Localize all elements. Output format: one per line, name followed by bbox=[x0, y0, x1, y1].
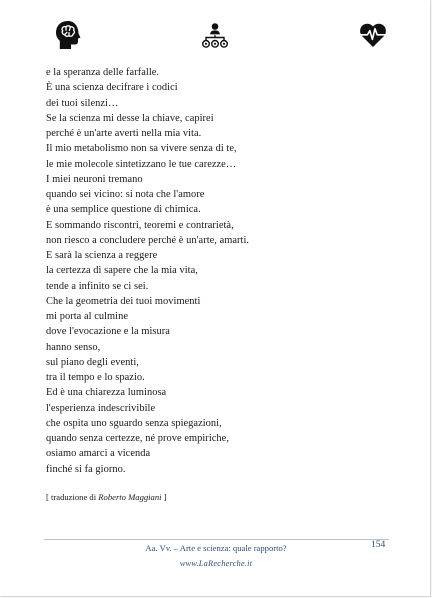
translator-name: Roberto Maggiani bbox=[98, 492, 162, 502]
poem-line: che ospita uno sguardo senza spiegazioni, bbox=[46, 417, 222, 429]
footer-book-title: Aa. Vv. – Arte e scienza: quale rapporto? bbox=[145, 543, 287, 553]
poem-line: Se la scienza mi desse la chiave, capirei bbox=[46, 112, 214, 124]
page-number: 154 bbox=[371, 540, 386, 550]
poem-line: E sarà la scienza a reggere bbox=[46, 250, 158, 261]
poem-line: dove l'evocazione e la misura bbox=[46, 326, 170, 338]
poem-line: la certezza di sapere che la mia vita, bbox=[46, 265, 198, 277]
poem-line: quando sei vicino: si nota che l'amore bbox=[46, 189, 205, 200]
poem-line: dei tuoi silenzi… bbox=[46, 97, 119, 109]
poem-line: tra il tempo e lo spazio. bbox=[46, 372, 145, 383]
poem-line: perché è un'arte averti nella mia vita. bbox=[46, 128, 202, 139]
brain-head-icon bbox=[54, 20, 82, 50]
poem-line: finché si fa giorno. bbox=[46, 463, 126, 475]
footer-site-link[interactable]: www.LaRecherche.it bbox=[179, 559, 253, 568]
poem-line: tende a infinito se ci sei. bbox=[46, 280, 149, 292]
footer-divider bbox=[44, 539, 389, 540]
poem-line: quando senza certezze, né prove empiriche, bbox=[46, 433, 229, 444]
poem-line: I miei neuroni tremano bbox=[46, 173, 143, 185]
credit-suffix: ] bbox=[163, 492, 167, 502]
translation-credit bbox=[46, 492, 167, 502]
poem-line: È una scienza decifrare i codici bbox=[46, 82, 178, 94]
poem-line: Ed è una chiarezza luminosa bbox=[46, 387, 167, 399]
poem-line: Che la geometria dei tuoi movimenti bbox=[46, 295, 201, 307]
poem-line: E sommando riscontri, teoremi e contrarietà, bbox=[46, 219, 234, 231]
credit-prefix: [ traduzione di bbox=[46, 492, 97, 502]
poem-text bbox=[46, 65, 386, 477]
poem-line: l'esperienza indescrivibile bbox=[46, 402, 156, 414]
poem-line: osiamo amarci a vicenda bbox=[46, 448, 151, 460]
heart-pulse-icon bbox=[359, 22, 387, 48]
poem-line: hanno senso, bbox=[46, 341, 101, 353]
poem-line: è una semplice questione di chimica. bbox=[46, 204, 201, 216]
poem-line: e la speranza delle farfalle. bbox=[46, 67, 160, 78]
poem-line: mi porta al culmine bbox=[46, 311, 129, 322]
network-people-icon bbox=[201, 22, 229, 48]
poem-line: le mie molecole sintetizzano le tue carezze… bbox=[46, 158, 237, 170]
poem-line: sul piano degli eventi, bbox=[46, 356, 139, 368]
poem-line: Il mio metabolismo non sa vivere senza di te, bbox=[46, 143, 237, 155]
poem-line: non riesco a concludere perché è un'arte, amarti. bbox=[46, 234, 250, 246]
